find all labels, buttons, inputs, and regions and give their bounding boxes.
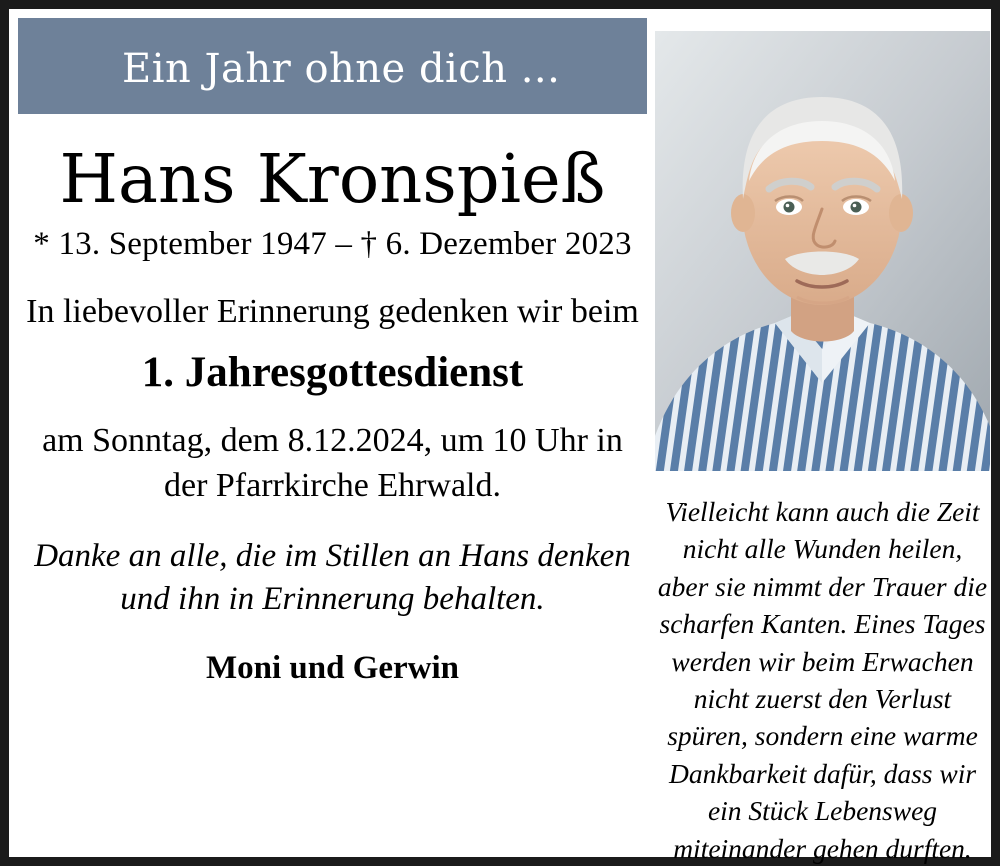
memorial-intro-text: In liebevoller Erinnerung gedenken wir beim [26, 293, 639, 331]
deceased-name: Hans Kronspieß [59, 140, 606, 218]
service-title: 1. Jahresgottesdienst [141, 348, 524, 396]
banner-headline: Ein Jahr ohne dich ... [122, 46, 561, 92]
memorial-verse: Vielleicht kann auch die Zeit nicht alle Wunden heilen, aber sie nimmt der Trauer die scharfen Kanten. Eines Tages werden wir beim Erwachen nicht zuerst den Verlust spüren, sondern eine warme Dankbarkeit dafür, dass wir ein Stück Lebensweg miteinander gehen durften. [657, 496, 988, 864]
header-banner [18, 18, 647, 114]
signature-names: Moni und Gerwin [205, 650, 460, 687]
service-details: am Sonntag, dem 8.12.2024, um 10 Uhr in der Pfarrkirche Ehrwald. [42, 421, 623, 504]
thanks-message: Danke an alle, die im Stillen an Hans denken und ihn in Erinnerung behalten. [34, 537, 631, 618]
memorial-text-column [18, 114, 647, 866]
birth-death-dates: * 13. September 1947 – † 6. Dezember 2023 [33, 226, 632, 263]
portrait-and-verse-column [655, 31, 991, 864]
portrait-photo [655, 31, 990, 471]
